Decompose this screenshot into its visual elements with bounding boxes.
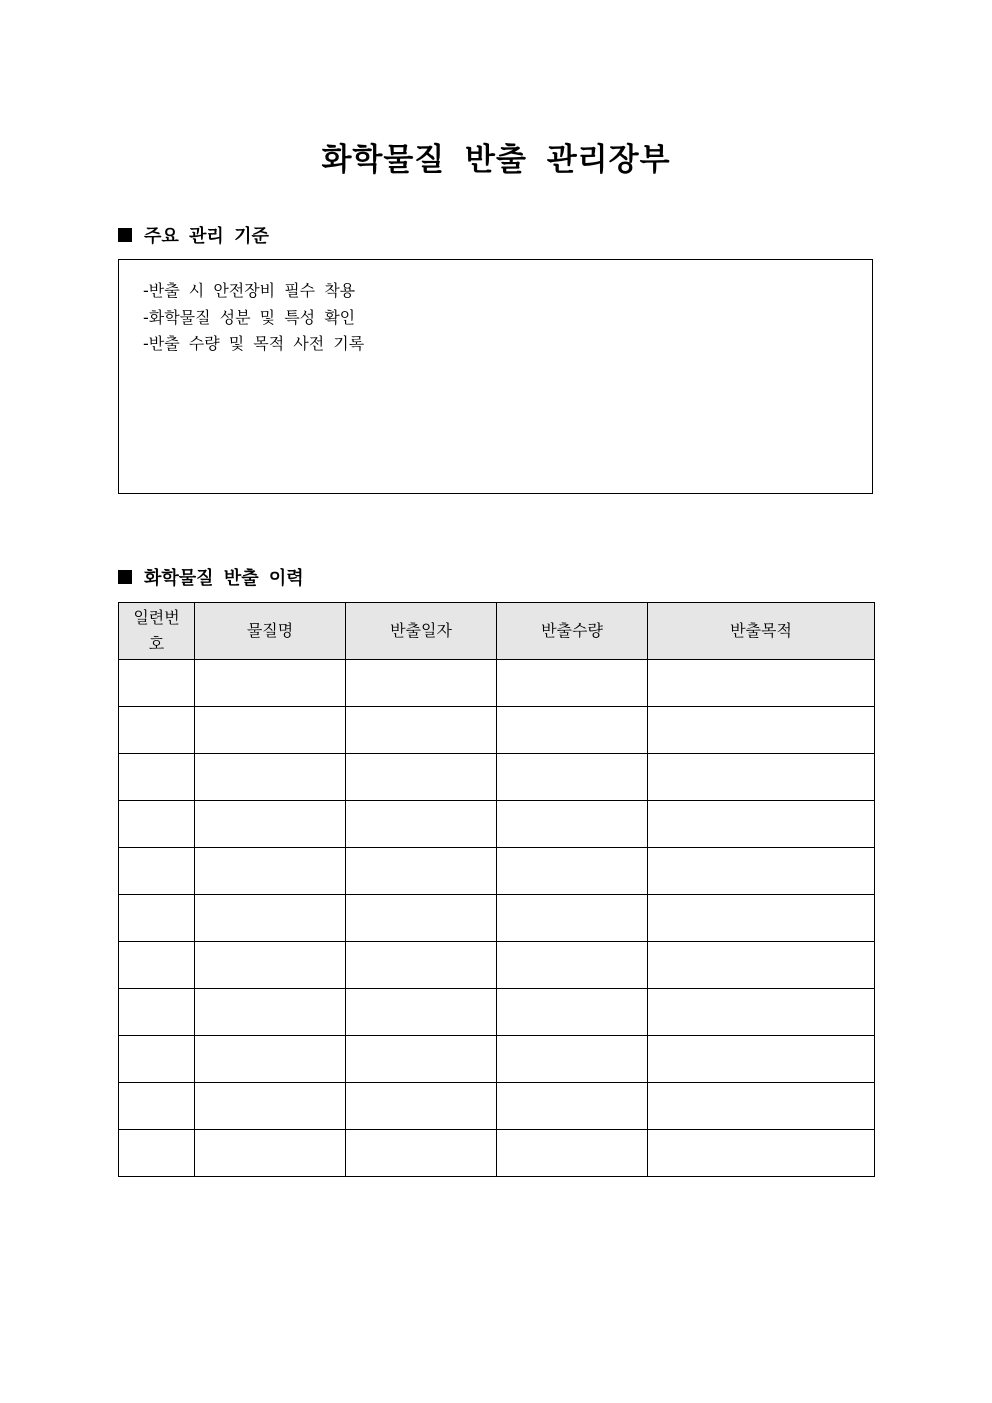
cell-substance[interactable] xyxy=(195,707,346,754)
table-row xyxy=(119,707,875,754)
cell-purpose[interactable] xyxy=(648,848,875,895)
cell-quantity[interactable] xyxy=(497,848,648,895)
table-header-row xyxy=(119,603,875,660)
cell-quantity[interactable] xyxy=(497,1083,648,1130)
cell-quantity[interactable] xyxy=(497,754,648,801)
cell-quantity[interactable] xyxy=(497,1036,648,1083)
table-row xyxy=(119,1130,875,1177)
cell-serial[interactable] xyxy=(119,989,195,1036)
history-table-body xyxy=(119,660,875,1177)
cell-quantity[interactable] xyxy=(497,895,648,942)
column-header-purpose: 반출목적 xyxy=(648,603,875,660)
cell-serial[interactable] xyxy=(119,801,195,848)
cell-quantity[interactable] xyxy=(497,660,648,707)
criteria-line: -반출 수량 및 목적 사전 기록 xyxy=(143,334,365,353)
table-row xyxy=(119,801,875,848)
table-row xyxy=(119,1083,875,1130)
cell-serial[interactable] xyxy=(119,660,195,707)
cell-quantity[interactable] xyxy=(497,1130,648,1177)
cell-purpose[interactable] xyxy=(648,1036,875,1083)
cell-date[interactable] xyxy=(346,895,497,942)
criteria-box xyxy=(118,259,873,494)
cell-date[interactable] xyxy=(346,707,497,754)
cell-substance[interactable] xyxy=(195,801,346,848)
cell-substance[interactable] xyxy=(195,848,346,895)
cell-substance[interactable] xyxy=(195,895,346,942)
criteria-line: -화학물질 성분 및 특성 확인 xyxy=(143,307,356,327)
criteria-heading-label: 주요 관리 기준 xyxy=(144,226,269,247)
table-row xyxy=(119,660,875,707)
cell-serial[interactable] xyxy=(119,895,195,942)
cell-serial[interactable] xyxy=(119,1130,195,1177)
column-header-date: 반출일자 xyxy=(346,603,497,660)
cell-purpose[interactable] xyxy=(648,660,875,707)
cell-serial[interactable] xyxy=(119,754,195,801)
cell-quantity[interactable] xyxy=(497,707,648,754)
criteria-line: -반출 시 안전장비 필수 착용 xyxy=(143,281,356,300)
cell-substance[interactable] xyxy=(195,1083,346,1130)
cell-purpose[interactable] xyxy=(648,1083,875,1130)
cell-date[interactable] xyxy=(346,660,497,707)
square-bullet-icon xyxy=(118,228,132,242)
cell-purpose[interactable] xyxy=(648,707,875,754)
cell-substance[interactable] xyxy=(195,1036,346,1083)
cell-serial[interactable] xyxy=(119,942,195,989)
page-title: 화학물질 반출 관리장부 xyxy=(321,142,671,178)
cell-purpose[interactable] xyxy=(648,942,875,989)
cell-quantity[interactable] xyxy=(497,989,648,1036)
cell-date[interactable] xyxy=(346,1036,497,1083)
table-row xyxy=(119,754,875,801)
cell-serial[interactable] xyxy=(119,848,195,895)
square-bullet-icon xyxy=(118,570,132,584)
column-header-quantity: 반출수량 xyxy=(497,603,648,660)
cell-purpose[interactable] xyxy=(648,801,875,848)
table-row xyxy=(119,1036,875,1083)
cell-substance[interactable] xyxy=(195,942,346,989)
cell-purpose[interactable] xyxy=(648,989,875,1036)
table-row xyxy=(119,989,875,1036)
cell-substance[interactable] xyxy=(195,660,346,707)
cell-date[interactable] xyxy=(346,1130,497,1177)
history-heading-label: 화학물질 반출 이력 xyxy=(144,568,304,589)
cell-quantity[interactable] xyxy=(497,942,648,989)
cell-substance[interactable] xyxy=(195,989,346,1036)
cell-purpose[interactable] xyxy=(648,754,875,801)
cell-date[interactable] xyxy=(346,848,497,895)
cell-purpose[interactable] xyxy=(648,1130,875,1177)
cell-serial[interactable] xyxy=(119,707,195,754)
cell-date[interactable] xyxy=(346,989,497,1036)
cell-serial[interactable] xyxy=(119,1083,195,1130)
table-row xyxy=(119,942,875,989)
cell-date[interactable] xyxy=(346,754,497,801)
table-row xyxy=(119,895,875,942)
cell-purpose[interactable] xyxy=(648,895,875,942)
column-header-serial: 일련번호 xyxy=(119,603,195,660)
column-header-substance: 물질명 xyxy=(195,603,346,660)
history-table xyxy=(118,602,875,1177)
cell-quantity[interactable] xyxy=(497,801,648,848)
table-row xyxy=(119,848,875,895)
cell-substance[interactable] xyxy=(195,1130,346,1177)
cell-date[interactable] xyxy=(346,1083,497,1130)
cell-serial[interactable] xyxy=(119,1036,195,1083)
cell-substance[interactable] xyxy=(195,754,346,801)
cell-date[interactable] xyxy=(346,942,497,989)
cell-date[interactable] xyxy=(346,801,497,848)
criteria-heading xyxy=(118,222,269,248)
history-heading xyxy=(118,564,304,590)
